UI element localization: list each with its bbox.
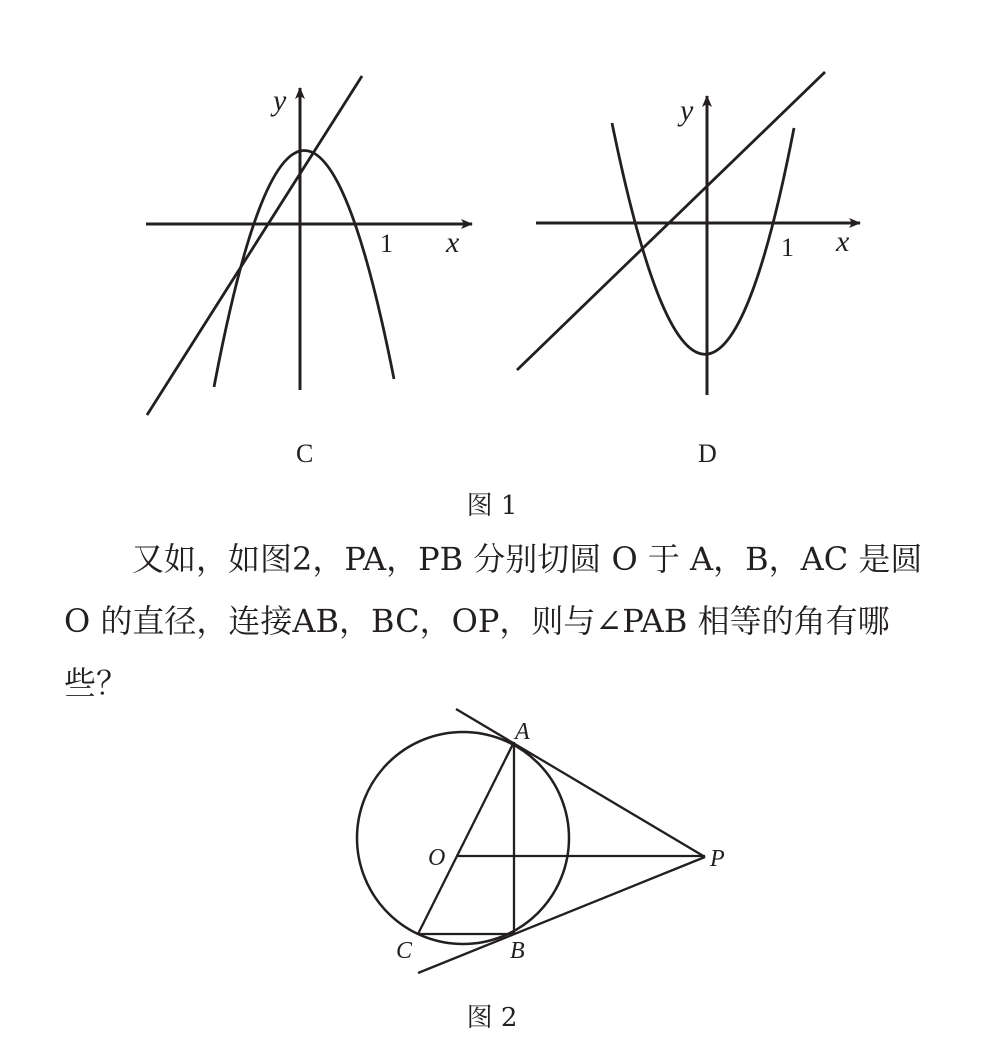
paragraph-line-3: 些？ xyxy=(64,664,129,702)
problem-paragraph xyxy=(64,528,944,714)
point-p-label: P xyxy=(710,846,725,872)
graph-c-panel-label: C xyxy=(296,439,314,468)
point-c-label: C xyxy=(396,938,413,964)
graph-c-y-axis-label: y xyxy=(273,84,287,117)
point-b-label: B xyxy=(510,938,525,964)
graph-c-parabola xyxy=(214,150,394,387)
graph-c-line xyxy=(147,76,362,415)
figure-2 xyxy=(357,709,725,973)
graph-d-panel-label: D xyxy=(698,439,717,468)
figure-1-caption: 图 1 xyxy=(466,491,518,521)
graph-c-x-tick-label: 1 xyxy=(380,229,393,258)
graph-d-x-tick-label: 1 xyxy=(781,233,794,262)
graph-d-x-axis-label: x xyxy=(836,225,850,258)
paragraph-line-2: O 的直径，连接AB，BC，OP，则与∠PAB 相等的角有哪 xyxy=(64,602,890,640)
graph-c xyxy=(146,76,472,468)
figure-2-caption: 图 2 xyxy=(466,1003,518,1033)
circle-o xyxy=(357,732,569,944)
graph-d-line xyxy=(517,72,825,370)
graph-d-y-axis-label: y xyxy=(680,94,694,127)
segment-ac xyxy=(418,742,514,934)
graph-d xyxy=(517,72,860,468)
graph-c-x-axis-label: x xyxy=(446,226,460,259)
graph-d-parabola xyxy=(612,123,794,354)
point-o-label: O xyxy=(428,845,446,871)
paragraph-line-1: 又如，如图2，PA，PB 分别切圆 O 于 A，B，AC 是圆 xyxy=(132,540,923,578)
point-a-label: A xyxy=(515,719,530,745)
